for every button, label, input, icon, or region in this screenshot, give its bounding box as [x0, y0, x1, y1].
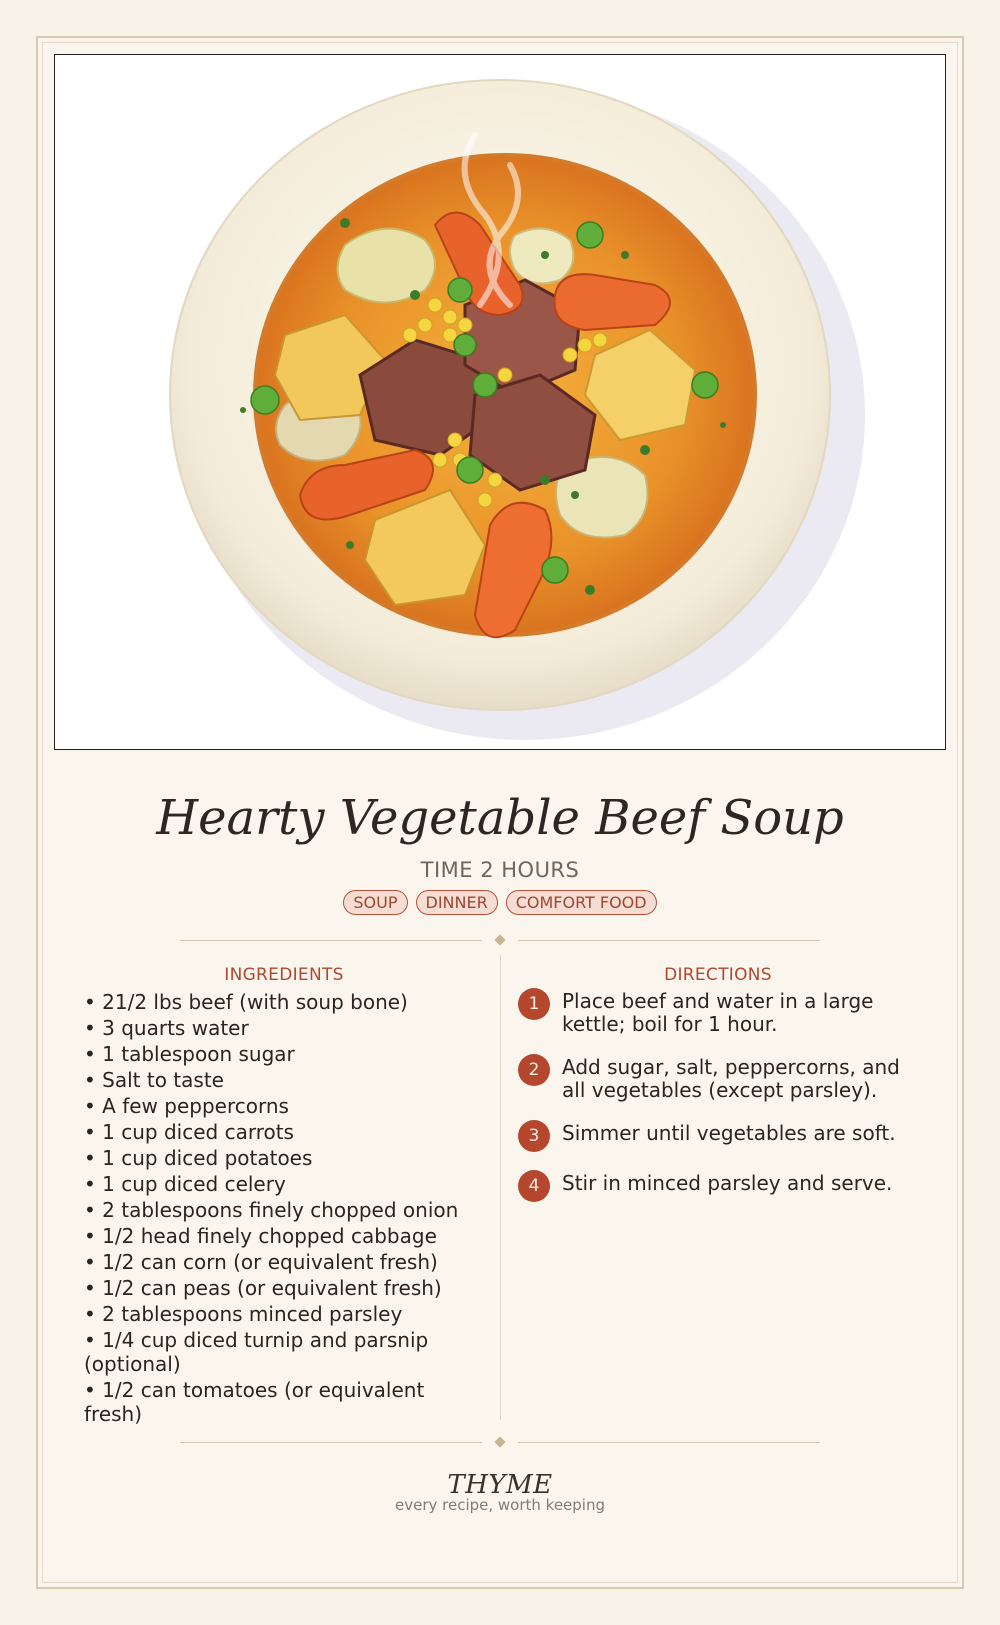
ingredient-item: • 21/2 lbs beef (with soup bone)	[84, 990, 408, 1014]
ingredient-item: • 1 cup diced celery	[84, 1172, 286, 1196]
top-divider-left	[180, 940, 482, 941]
cook-time: TIME 2 HOURS	[420, 858, 580, 882]
directions-list	[518, 990, 918, 1222]
step-number-badge: 2	[518, 1054, 550, 1086]
brand-tagline: every recipe, worth keeping	[394, 1496, 605, 1514]
ingredient-item: • 1/2 can peas (or equivalent fresh)	[84, 1276, 442, 1300]
ingredient-item: • 2 tablespoons finely chopped onion	[84, 1198, 459, 1222]
ingredient-item: • 1 tablespoon sugar	[84, 1042, 295, 1066]
direction-step	[518, 1122, 918, 1152]
ingredient-item: • 3 quarts water	[84, 1016, 249, 1040]
ingredient-item: • 1/4 cup diced turnip and parsnip (optional)	[84, 1328, 429, 1376]
direction-step	[518, 990, 918, 1036]
ingredient-item: • 2 tablespoons minced parsley	[84, 1302, 403, 1326]
step-text: Simmer until vegetables are soft.	[562, 1121, 896, 1145]
soup-bowl-image	[55, 55, 946, 750]
step-text: Stir in minced parsley and serve.	[562, 1171, 893, 1195]
bottom-divider-right	[518, 1442, 820, 1443]
step-number-badge: 4	[518, 1170, 550, 1202]
ingredient-item: • 1 cup diced carrots	[84, 1120, 294, 1144]
step-text: Add sugar, salt, peppercorns, and all vegetables (except parsley).	[562, 1055, 900, 1102]
tag-soup[interactable]: SOUP	[343, 890, 407, 915]
direction-step	[518, 1172, 918, 1202]
tag-list	[0, 890, 1000, 915]
brand-name: THYME	[447, 1470, 553, 1500]
ingredient-item: • 1 cup diced potatoes	[84, 1146, 313, 1170]
step-number-badge: 1	[518, 988, 550, 1020]
ingredients-heading: INGREDIENTS	[224, 965, 344, 985]
step-number-badge: 3	[518, 1120, 550, 1152]
ingredient-item: • A few peppercorns	[84, 1094, 289, 1118]
ingredient-item: • 1/2 can corn (or equivalent fresh)	[84, 1250, 438, 1274]
ingredient-item: • 1/2 can tomatoes (or equivalent fresh)	[84, 1378, 425, 1426]
bottom-divider-left	[180, 1442, 482, 1443]
tag-dinner[interactable]: DINNER	[416, 890, 498, 915]
ingredient-item: • 1/2 head finely chopped cabbage	[84, 1224, 437, 1248]
ingredient-item: • Salt to taste	[84, 1068, 224, 1092]
column-separator	[500, 955, 501, 1420]
top-divider-right	[518, 940, 820, 941]
direction-step	[518, 1056, 918, 1102]
directions-heading: DIRECTIONS	[664, 965, 772, 985]
soup-illustration	[54, 54, 946, 750]
ingredients-list	[84, 990, 484, 1428]
recipe-title: Hearty Vegetable Beef Soup	[156, 790, 844, 846]
step-text: Place beef and water in a large kettle; boil for 1 hour.	[562, 989, 874, 1036]
tag-comfort-food[interactable]: COMFORT FOOD	[506, 890, 657, 915]
